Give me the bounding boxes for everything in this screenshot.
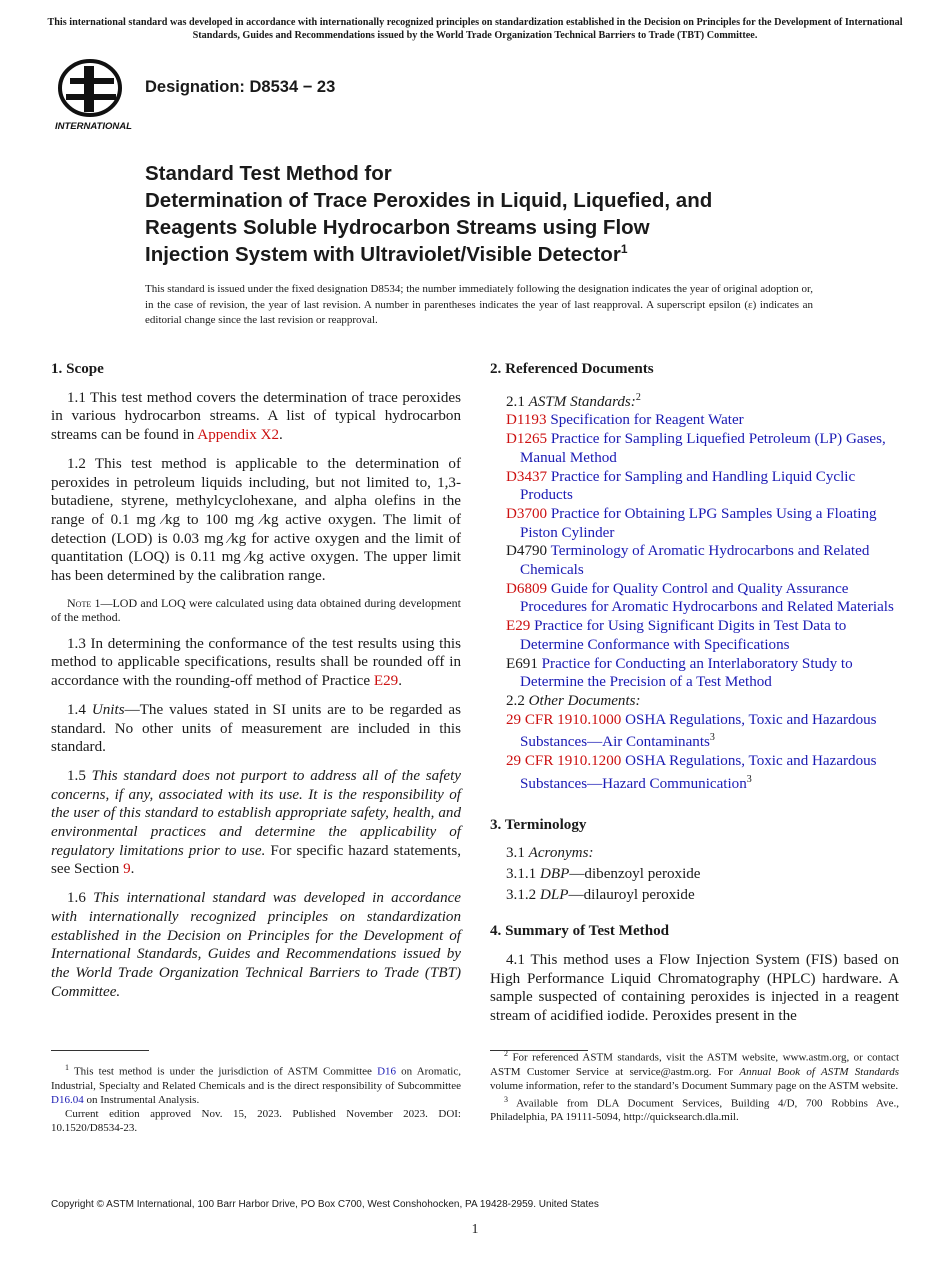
reference-code-link: D4790 [506,543,548,560]
title-line: Injection System with Ultraviolet/Visible Detector$^1$ [145,242,628,266]
subsection-2-1: 2.1 ASTM Standards:$^2$ [506,391,641,410]
reference-item [490,580,899,617]
section-heading-terminology: 3. Terminology [490,816,587,833]
note-1: Note 1—LOD and LOQ were calculated using data obtained during development of the method. [51,595,461,625]
footnote-3: $^3$ Available from DLA Document Services, Building 4/D, 700 Robbins Ave., Philadelphia, PA 19111-5094, http://quicksearch.dla.mil. [490,1094,899,1124]
logo-wordmark: INTERNATIONAL [55,121,132,132]
footnote-edition: Current edition approved Nov. 15, 2023. Published November 2023. DOI: 10.1520/D8534-23. [51,1107,461,1134]
term-dlp: 3.1.2 DLP—dilauroyl peroxide [506,886,695,903]
footnotes-right [490,1050,899,1124]
reference-code-link[interactable]: D6809 [506,580,548,597]
cfr-title-link[interactable]: OSHA Regulations, Toxic and Hazardous Substances—Air Contaminants [520,711,877,751]
reference-code-link[interactable]: D1193 [506,412,547,429]
title-line: Reagents Soluble Hydrocarbon Streams using Flow [145,216,650,239]
reference-title-link[interactable]: Specification for Reagent Water [550,412,744,429]
reference-item [490,617,899,654]
copyright-footer: Copyright © ASTM International, 100 Barr Harbor Drive, PO Box C700, West Conshohocken, PA 19428-2959. United States [51,1199,599,1210]
paragraph-4-1: 4.1 This method uses a Flow Injection System (FIS) based on High Performance Liquid Chromatography (HPLC) hardware. A sample suspected of containing peroxides is injected in a reagent stream of acidified iodide. Peroxides present in the [490,952,899,1025]
title-line: Standard Test Method for [145,162,392,185]
footnote-rule [51,1050,149,1051]
footnote-mark[interactable]: 2 [635,391,641,403]
footnotes-left [51,1050,461,1135]
paragraph-1-5: 1.5 This standard does not purport to address all of the safety concerns, if any, associated with its use. It is the responsibility of the user of this standard to establish appropriate safety, health, and environmental practices and determine the applicability of regulatory limitations prior to use. For specific hazard statements, see Section 9. [51,767,462,878]
astm-reference-list [490,411,899,692]
cfr-code-link[interactable]: 29 CFR 1910.1200 [506,753,622,770]
section-heading-summary: 4. Summary of Test Method [490,923,670,940]
other-reference-item [490,711,899,752]
astm-logo-icon [52,58,136,132]
reference-code-link[interactable]: D3437 [506,468,548,485]
link-e29[interactable]: E29 [373,673,399,690]
reference-title-link[interactable]: Practice for Sampling and Handling Liquid Cyclic Products [520,468,856,504]
title-footnote-mark[interactable]: 1 [620,242,628,257]
paragraph-1-4: 1.4 Units—The values stated in SI units are to be regarded as standard. No other units of measurement are included in this standard. [51,701,462,756]
left-column [51,360,461,1011]
reference-title-link[interactable]: Practice for Using Significant Digits in Test Data to Determine Conformance with Specifications [520,618,847,653]
reference-item [490,411,899,430]
designation: Designation: D8534 − 23 [145,78,336,96]
link-d16[interactable]: D16 [377,1065,397,1078]
issuance-statement: This standard is issued under the fixed designation D8534; the number immediately following the designation indicates the year of original adoption or, in the case of revision, the year of last revision. A number in parentheses indicates the year of last reapproval. A superscript epsilon (ε) indicates an editorial change since the last revision or reapproval. [145,283,813,326]
subsection-2-2: 2.2 Other Documents: [506,692,641,709]
section-heading-referenced-documents: 2. Referenced Documents [490,361,654,377]
reference-title-link[interactable]: Terminology of Aromatic Hydrocarbons and Related Chemicals [520,543,870,579]
paragraph-1-2: 1.2 This test method is applicable to the determination of peroxides in petroleum liquids including, but not limited to, 1,3-butadiene, styrene, methylcyclohexane, and alpha olefins in the range of 0.1 mg ⁄kg to 100 mg ⁄kg active oxygen. The limit of detection (LOD) is 0.03 mg ⁄kg for active oxygen and the limit of quantitation (LOQ) is 0.11 mg ⁄kg active oxygen. The upper limit has been determined by the calibration range. [51,455,461,585]
reference-item [490,468,899,505]
section-heading-scope: 1. Scope [51,361,104,377]
reference-title-link[interactable]: Practice for Obtaining LPG Samples Using a Floating Piston Cylinder [520,505,877,541]
document-title [145,160,845,268]
reference-title-link[interactable]: Practice for Conducting an Interlaboratory Study to Determine the Precision of a Test Method [520,655,853,691]
subsection-3-1: 3.1 Acronyms: [506,845,594,862]
reference-item [490,505,899,542]
reference-title-link[interactable]: Guide for Quality Control and Quality Assurance Procedures for Aromatic Hydrocarbons and Related Materials [520,580,894,616]
reference-item [490,430,899,467]
footnote-mark[interactable]: 3 [746,773,752,785]
term-dbp: 3.1.1 DBP—dibenzoyl peroxide [506,865,701,882]
link-appendix-x2[interactable]: Appendix X2 [197,427,280,444]
reference-code-link[interactable]: E29 [506,618,531,635]
paragraph-1-1: 1.1 This test method covers the determination of trace peroxides in various hydrocarbon streams. A list of typical hydrocarbon streams can be found in Appendix X2. [51,389,461,444]
reference-code-link: E691 [506,655,538,672]
reference-code-link[interactable]: D3700 [506,505,548,522]
standard-notice: This international standard was developed in accordance with internationally recognized principles on standardization established in the Decision on Principles for the Development of International Standards, Guides and Recommendations issued by the World Trade Organization Technical Barriers to Trade (TBT) Committee. [47,17,903,41]
other-reference-item [490,752,899,793]
footnote-1: $^1$ This test method is under the jurisdiction of ASTM Committee D16 on Aromatic, Industrial, Specialty and Related Chemicals and is the direct responsibility of Subcommittee D16.04 on Instrumental Analysis. [51,1063,461,1106]
footnote-mark[interactable]: 3 [709,732,715,744]
footnote-2: $^2$ For referenced ASTM standards, visit the ASTM website, www.astm.org, or contact ASTM Customer Service at service@astm.org. For Annual Book of ASTM Standards volume information, refer to the standard’s Document Summary page on the ASTM website. [490,1049,899,1092]
link-section-9[interactable]: 9 [123,861,131,878]
right-column [490,360,899,1036]
paragraph-1-3: 1.3 In determining the conformance of the test results using this method to applicable specifications, results shall be rounded off in accordance with the rounding-off method of Practice E29. [51,635,461,690]
reference-item [490,542,899,579]
reference-code-link[interactable]: D1265 [506,431,548,448]
other-reference-list [490,711,899,794]
cfr-title-link[interactable]: OSHA Regulations, Toxic and Hazardous Substances—Hazard Communication [520,753,877,792]
reference-item [490,655,899,692]
cfr-code-link[interactable]: 29 CFR 1910.1000 [506,711,622,728]
paragraph-1-6: 1.6 This international standard was developed in accordance with internationally recognized principles on standardization established in the Decision on Principles for the Development of International Standards, Guides and Recommendations issued by the World Trade Organization Technical Barriers to Trade (TBT) Committee. [51,890,462,1000]
reference-title-link[interactable]: Practice for Sampling Liquefied Petroleum (LP) Gases, Manual Method [520,431,886,466]
page-number: 1 [471,1221,479,1236]
link-d16-04[interactable]: D16.04 [51,1093,84,1106]
title-line: Determination of Trace Peroxides in Liquid, Liquefied, and [145,189,713,212]
